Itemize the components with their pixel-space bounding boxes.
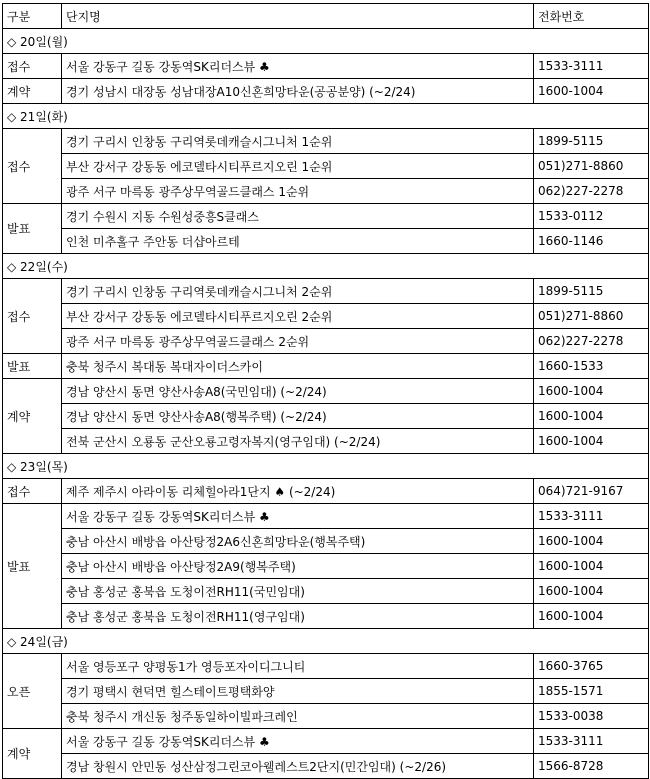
phone-cell: 1855-1571 xyxy=(534,679,649,704)
complex-name-cell: 경기 수원시 지동 수원성중흥S클래스 xyxy=(62,204,534,229)
category-cell: 오픈 xyxy=(3,654,62,729)
category-cell: 접수 xyxy=(3,129,62,204)
schedule-table xyxy=(2,3,649,779)
table-row xyxy=(3,604,649,629)
category-cell: 발표 xyxy=(3,354,62,379)
phone-cell: 1600-1004 xyxy=(534,379,649,404)
phone-cell: 051)271-8860 xyxy=(534,304,649,329)
date-heading: ◇ 21일(화) xyxy=(3,104,649,129)
table-row xyxy=(3,329,649,354)
header-phone: 전화번호 xyxy=(534,4,649,29)
complex-name-cell: 경남 양산시 동면 양산사송A8(국민임대) (~2/24) xyxy=(62,379,534,404)
complex-name-cell: 경기 성남시 대장동 성남대장A10신혼희망타운(공공분양) (~2/24) xyxy=(62,79,534,104)
complex-name-cell: 광주 서구 마륵동 광주상무역골드클래스 2순위 xyxy=(62,329,534,354)
complex-name-cell: 충남 아산시 배방읍 아산탕정2A6신혼희망타운(행복주택) xyxy=(62,529,534,554)
category-cell: 발표 xyxy=(3,504,62,629)
phone-cell: 1533-3111 xyxy=(534,729,649,754)
table-row xyxy=(3,504,649,529)
complex-name-cell: 충북 청주시 복대동 복대자이더스카이 xyxy=(62,354,534,379)
schedule-body xyxy=(3,4,649,779)
phone-cell: 1600-1004 xyxy=(534,404,649,429)
table-row xyxy=(3,479,649,504)
phone-cell: 1600-1004 xyxy=(534,579,649,604)
category-cell: 계약 xyxy=(3,79,62,104)
phone-cell: 1533-3111 xyxy=(534,504,649,529)
complex-name-cell: 부산 강서구 강동동 에코델타시티푸르지오린 2순위 xyxy=(62,304,534,329)
table-row xyxy=(3,179,649,204)
complex-name-cell: 충북 청주시 개신동 청주동일하이빌파크레인 xyxy=(62,704,534,729)
complex-name-cell: 경기 평택시 현덕면 힐스테이트평택화양 xyxy=(62,679,534,704)
complex-name-cell: 경남 창원시 안민동 성산삼정그린코아웰레스트2단지(민간임대) (~2/26) xyxy=(62,754,534,779)
date-row xyxy=(3,254,649,279)
date-heading: ◇ 23일(목) xyxy=(3,454,649,479)
phone-cell: 051)271-8860 xyxy=(534,154,649,179)
category-cell: 계약 xyxy=(3,729,62,779)
phone-cell: 064)721-9167 xyxy=(534,479,649,504)
phone-cell: 1600-1004 xyxy=(534,554,649,579)
table-row xyxy=(3,129,649,154)
complex-name-cell: 경남 양산시 동면 양산사송A8(행복주택) (~2/24) xyxy=(62,404,534,429)
phone-cell: 062)227-2278 xyxy=(534,179,649,204)
complex-name-cell: 제주 제주시 아라이동 리체힐아라1단지 ♠ (~2/24) xyxy=(62,479,534,504)
table-row xyxy=(3,229,649,254)
table-row xyxy=(3,729,649,754)
header-type: 구분 xyxy=(3,4,62,29)
table-row xyxy=(3,754,649,779)
complex-name-cell: 광주 서구 마륵동 광주상무역골드클래스 1순위 xyxy=(62,179,534,204)
phone-cell: 1660-1146 xyxy=(534,229,649,254)
table-row xyxy=(3,304,649,329)
complex-name-cell: 전북 군산시 오룡동 군산오룡고령자복지(영구임대) (~2/24) xyxy=(62,429,534,454)
date-heading: ◇ 22일(수) xyxy=(3,254,649,279)
phone-cell: 1566-8728 xyxy=(534,754,649,779)
table-row xyxy=(3,704,649,729)
header-name: 단지명 xyxy=(62,4,534,29)
table-row xyxy=(3,404,649,429)
complex-name-cell: 충남 홍성군 홍북읍 도청이전RH11(영구임대) xyxy=(62,604,534,629)
header-row xyxy=(3,4,649,29)
table-row xyxy=(3,279,649,304)
table-row xyxy=(3,654,649,679)
phone-cell: 1660-3765 xyxy=(534,654,649,679)
phone-cell: 1533-3111 xyxy=(534,54,649,79)
date-heading: ◇ 20일(월) xyxy=(3,29,649,54)
date-row xyxy=(3,29,649,54)
table-row xyxy=(3,79,649,104)
phone-cell: 062)227-2278 xyxy=(534,329,649,354)
category-cell: 접수 xyxy=(3,279,62,354)
table-row xyxy=(3,154,649,179)
table-row xyxy=(3,354,649,379)
complex-name-cell: 부산 강서구 강동동 에코델타시티푸르지오린 1순위 xyxy=(62,154,534,179)
table-row xyxy=(3,429,649,454)
phone-cell: 1899-5115 xyxy=(534,129,649,154)
phone-cell: 1600-1004 xyxy=(534,429,649,454)
category-cell: 접수 xyxy=(3,54,62,79)
table-row xyxy=(3,579,649,604)
table-row xyxy=(3,54,649,79)
table-row xyxy=(3,529,649,554)
category-cell: 발표 xyxy=(3,204,62,254)
complex-name-cell: 서울 강동구 길동 강동역SK리더스뷰 ♣ xyxy=(62,729,534,754)
complex-name-cell: 서울 강동구 길동 강동역SK리더스뷰 ♣ xyxy=(62,504,534,529)
complex-name-cell: 서울 영등포구 양평동1가 영등포자이디그니티 xyxy=(62,654,534,679)
complex-name-cell: 경기 구리시 인창동 구리역롯데캐슬시그니처 1순위 xyxy=(62,129,534,154)
table-row xyxy=(3,204,649,229)
date-row xyxy=(3,629,649,654)
complex-name-cell: 서울 강동구 길동 강동역SK리더스뷰 ♣ xyxy=(62,54,534,79)
phone-cell: 1600-1004 xyxy=(534,604,649,629)
phone-cell: 1533-0112 xyxy=(534,204,649,229)
complex-name-cell: 충남 홍성군 홍북읍 도청이전RH11(국민임대) xyxy=(62,579,534,604)
phone-cell: 1600-1004 xyxy=(534,529,649,554)
complex-name-cell: 경기 구리시 인창동 구리역롯데캐슬시그니처 2순위 xyxy=(62,279,534,304)
table-row xyxy=(3,554,649,579)
category-cell: 접수 xyxy=(3,479,62,504)
complex-name-cell: 인천 미추홀구 주안동 더샵아르테 xyxy=(62,229,534,254)
date-row xyxy=(3,454,649,479)
phone-cell: 1899-5115 xyxy=(534,279,649,304)
phone-cell: 1660-1533 xyxy=(534,354,649,379)
table-row xyxy=(3,679,649,704)
table-row xyxy=(3,379,649,404)
complex-name-cell: 충남 아산시 배방읍 아산탕정2A9(행복주택) xyxy=(62,554,534,579)
phone-cell: 1533-0038 xyxy=(534,704,649,729)
phone-cell: 1600-1004 xyxy=(534,79,649,104)
category-cell: 계약 xyxy=(3,379,62,454)
date-row xyxy=(3,104,649,129)
date-heading: ◇ 24일(금) xyxy=(3,629,649,654)
